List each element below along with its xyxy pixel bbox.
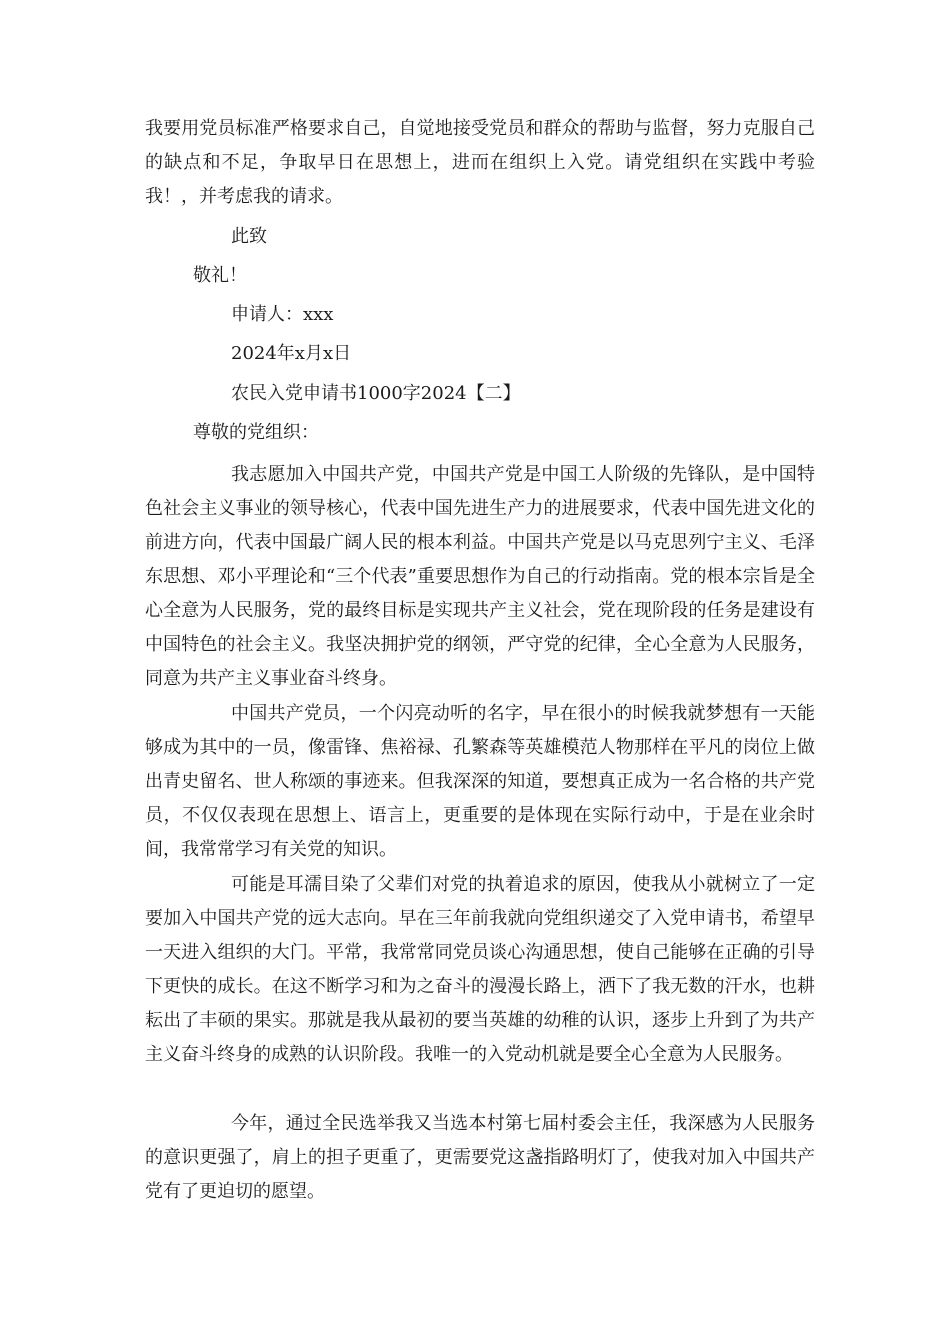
greeting-line: 尊敬的党组织： — [193, 422, 319, 443]
body-paragraph: 中国共产党员，一个闪亮动听的名字，早在很小的时候我就梦想有一天能够成为其中的一员，像雷锋、焦裕禄、孔繁森等英雄模范人物那样在平凡的岗位上做出青史留名、世人称颂的事迹来。但我深深的知道，要想真正成为一名合格的共产党员，不仅仅表现在思想上、语言上，更重要的是体现在实际行动中，于是在业余时间，我常常学习有关党的知识。 — [145, 703, 815, 860]
section-title: 农民入党申请书1000字2024【二】 — [231, 383, 521, 404]
closing-line: 此致 — [231, 226, 267, 247]
body-paragraph: 今年，通过全民选举我又当选本村第七届村委会主任，我深感为人民服务的意识更强了，肩上的担子更重了，更需要党这盏指路明灯了，使我对加入中国共产党有了更迫切的愿望。 — [145, 1113, 815, 1202]
opening-paragraph: 我要用党员标准严格要求自己，自觉地接受党员和群众的帮助与监督，努力克服自己的缺点和不足，争取早日在思想上，进而在组织上入党。请党组织在实践中考验我！，并考虑我的请求。 — [145, 118, 815, 207]
body-paragraph: 可能是耳濡目染了父辈们对党的执着追求的原因，使我从小就树立了一定要加入中国共产党的远大志向。早在三年前我就向党组织递交了入党申请书，希望早一天进入组织的大门。平常，我常常同党员谈心沟通思想，使自己能够在正确的引导下更快的成长。在这不断学习和为之奋斗的漫漫长路上，洒下了我无数的汗水，也耕耘出了丰硕的果实。那就是我从最初的要当英雄的幼稚的认识，逐步上升到了为共产主义奋斗终身的成熟的认识阶段。我唯一的入党动机就是要全心全意为人民服务。 — [145, 874, 815, 1065]
body-paragraph: 我志愿加入中国共产党，中国共产党是中国工人阶级的先锋队，是中国特色社会主义事业的领导核心，代表中国先进生产力的进展要求，代表中国先进文化的前进方向，代表中国最广阔人民的根本利益。中国共产党是以马克思列宁主义、毛泽东思想、邓小平理论和“三个代表”重要思想作为自己的行动指南。党的根本宗旨是全心全意为人民服务，党的最终目标是实现共产主义社会，党在现阶段的任务是建设有中国特色的社会主义。我坚决拥护党的纲领，严守党的纪律，全心全意为人民服务，同意为共产主义事业奋斗终身。 — [145, 464, 815, 689]
salute-line: 敬礼！ — [193, 265, 247, 286]
date-line: 2024年x月x日 — [231, 343, 352, 364]
applicant-line: 申请人：xxx — [231, 304, 334, 325]
